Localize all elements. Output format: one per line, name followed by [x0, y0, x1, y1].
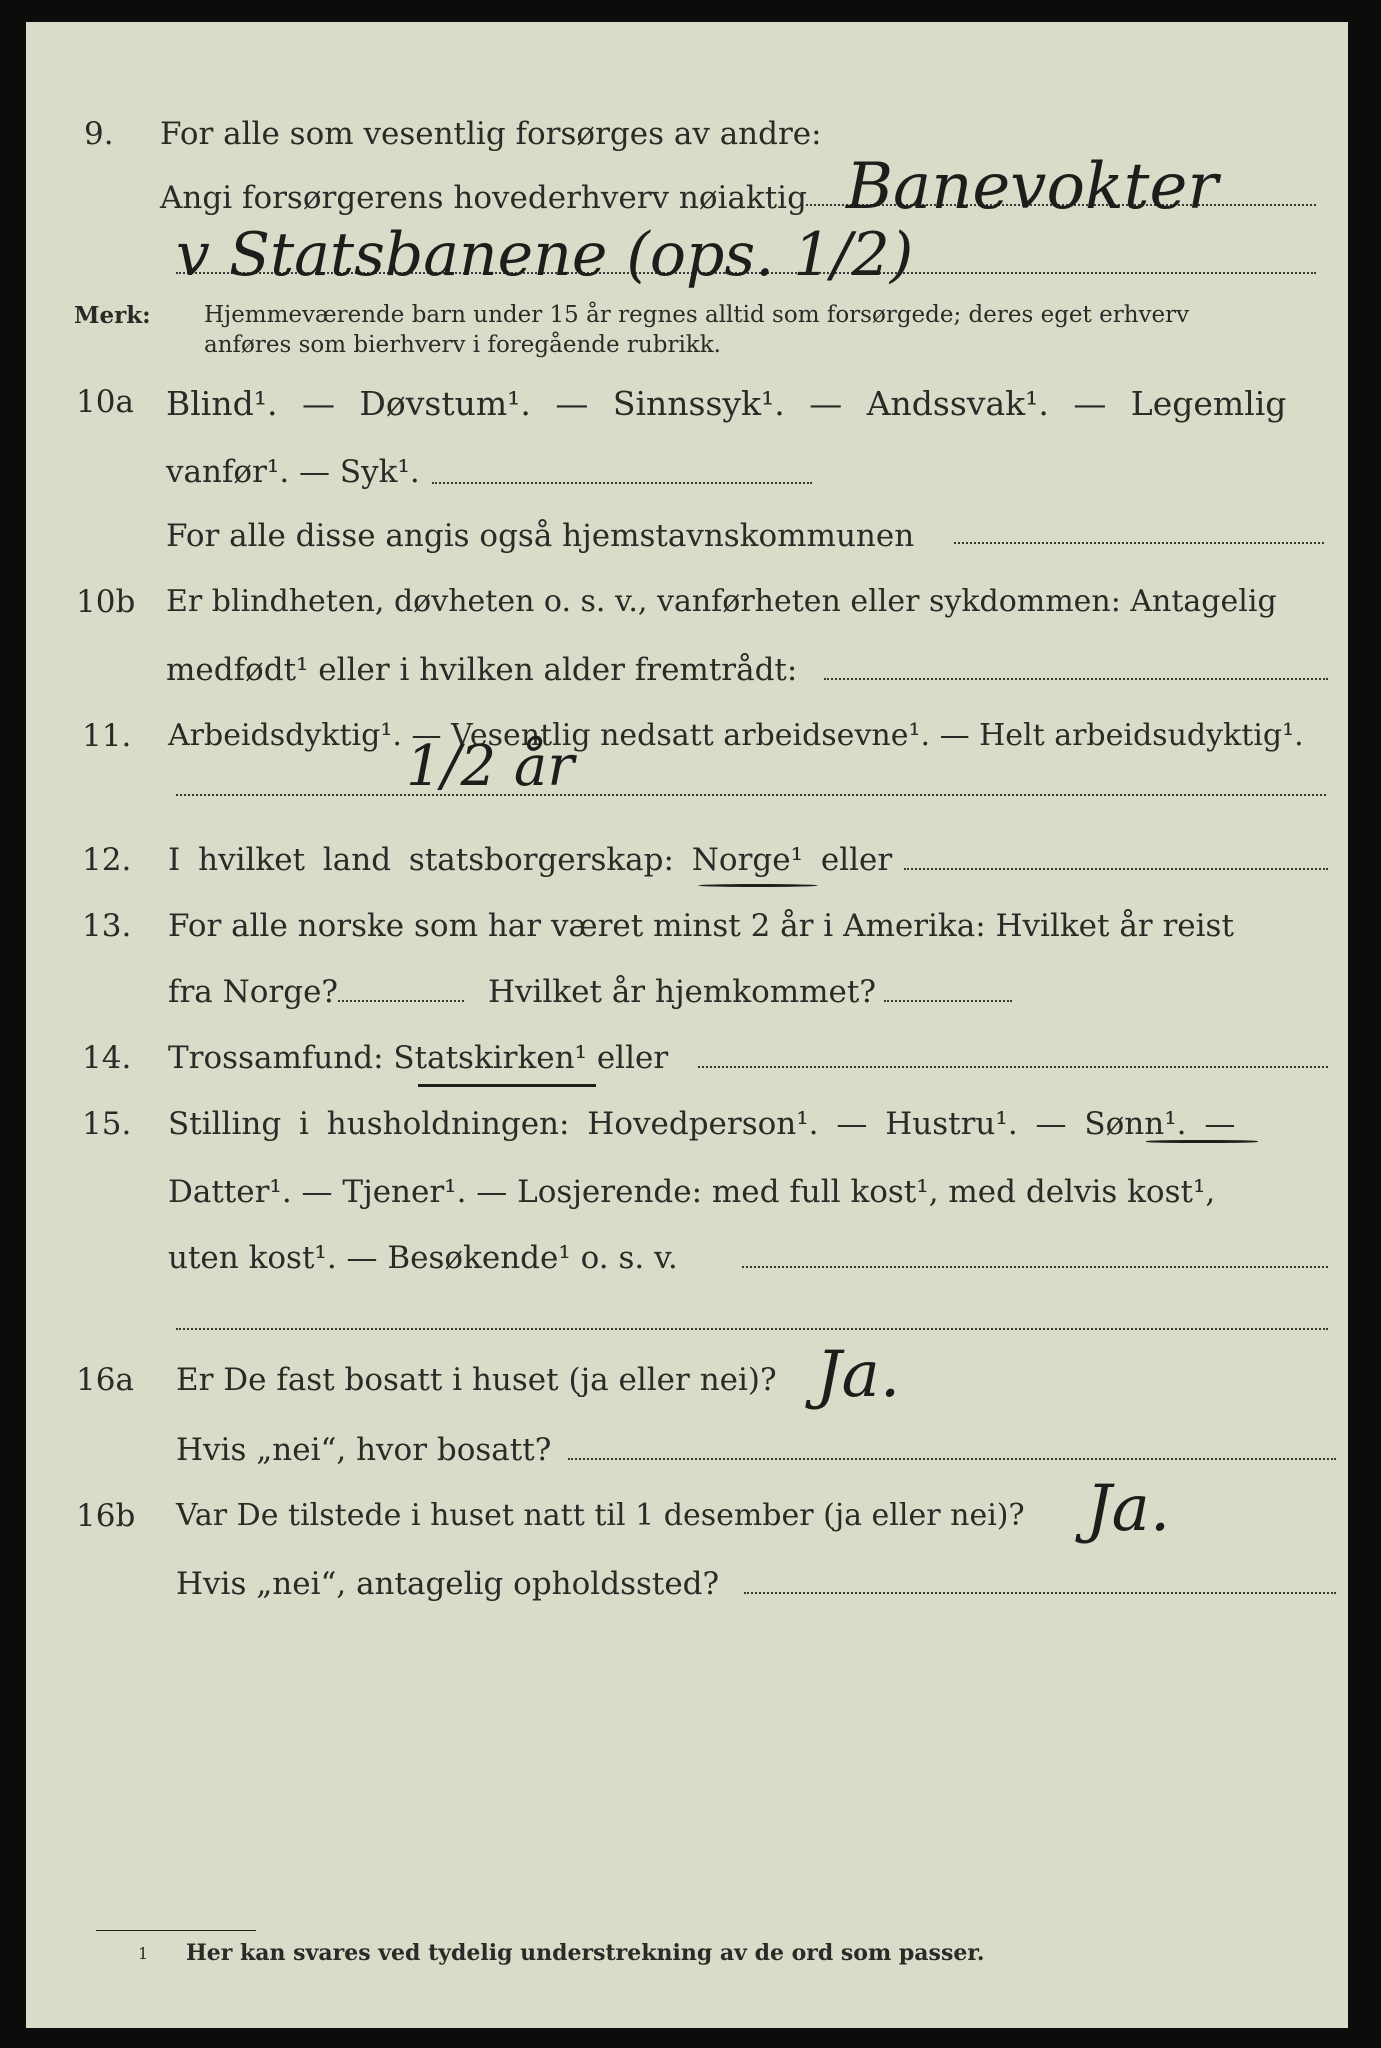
q9-answer-handwritten-b: v Statsbanene (ops. 1/2) [176, 220, 914, 290]
merk-line1: Hjemmeværende barn under 15 år regnes alltid som forsørgede; deres eget erhverv [204, 302, 1190, 328]
q13-line1: For alle norske som har været minst 2 år i Amerika: Hvilket år reist [168, 908, 1234, 944]
q15-sonn-underline [1146, 1140, 1258, 1143]
q16a-line1: Er De fast bosatt i huset (ja eller nei)? [176, 1362, 777, 1398]
census-form-page [26, 22, 1348, 2028]
q10b-line2: medfødt¹ eller i hvilken alder fremtrådt: [166, 652, 798, 688]
q15-number: 15. [82, 1106, 132, 1142]
q10a-syk-line [432, 482, 812, 484]
q11-line1: Arbeidsdyktig¹. — Vesentlig nedsatt arbeidsevne¹. — Helt arbeidsudyktig¹. [168, 718, 1304, 753]
q16a-bosatt-line [568, 1458, 1336, 1460]
q12-line1: I hvilket land statsborgerskap: Norge¹ eller [168, 842, 893, 878]
q12-number: 12. [82, 842, 132, 878]
q10b-number: 10b [76, 584, 136, 620]
q15-line3: uten kost¹. — Besøkende¹ o. s. v. [168, 1240, 678, 1276]
q10a-hjemstavn-line [954, 542, 1324, 544]
q10a-line3: For alle disse angis også hjemstavnskommunen [166, 518, 915, 554]
q13-number: 13. [82, 908, 132, 944]
q9-line1: For alle som vesentlig forsørges av andre: [160, 116, 822, 152]
q13-line2b: Hvilket år hjemkommet? [488, 974, 876, 1010]
q16b-line1: Var De tilstede i huset natt til 1 desember (ja eller nei)? [176, 1498, 1025, 1533]
q10a-line1: Blind¹. — Døvstum¹. — Sinnssyk¹. — Andssvak¹. — Legemlig [166, 384, 1287, 423]
q16b-answer-handwritten: Ja. [1086, 1472, 1171, 1546]
q11-number: 11. [82, 718, 132, 754]
q10a-number: 10a [76, 384, 134, 420]
q10b-line1: Er blindheten, døvheten o. s. v., vanførheten eller sykdommen: Antagelig [166, 584, 1277, 619]
q16a-number: 16a [76, 1362, 134, 1398]
q10b-answer-line [824, 678, 1328, 680]
q16a-line2: Hvis „nei“, hvor bosatt? [176, 1432, 552, 1468]
footnote-rule [96, 1930, 256, 1931]
q16b-line2: Hvis „nei“, antagelig opholdssted? [176, 1566, 720, 1602]
q9-line2: Angi forsørgerens hovederhverv nøiaktig [160, 180, 807, 216]
q13-line2a: fra Norge? [168, 974, 339, 1010]
q15-answer-line [742, 1266, 1328, 1268]
q15-line2: Datter¹. — Tjener¹. — Losjerende: med full kost¹, med delvis kost¹, [168, 1174, 1216, 1210]
q13-hjemkommet-line [884, 1000, 1012, 1002]
q14-statskirken-underline [418, 1084, 596, 1087]
q14-line1: Trossamfund: Statskirken¹ eller [168, 1040, 669, 1076]
q9-number: 9. [84, 116, 114, 152]
q12-answer-line [904, 868, 1328, 870]
q14-answer-line [698, 1066, 1328, 1068]
q12-norge-underline [698, 884, 818, 887]
q9-answer-handwritten-a: Banevokter [846, 150, 1218, 224]
q15-line1: Stilling i husholdningen: Hovedperson¹. — Hustru¹. — Sønn¹. — [168, 1106, 1236, 1142]
merk-label: Merk: [74, 302, 151, 329]
q16b-number: 16b [76, 1498, 136, 1534]
q11-answer-line [176, 794, 1326, 796]
merk-line2: anføres som bierhverv i foregående rubrikk. [204, 332, 721, 358]
q14-number: 14. [82, 1040, 132, 1076]
q10a-line2: vanfør¹. — Syk¹. [166, 454, 420, 490]
footnote-mark: 1 [138, 1944, 149, 1963]
q15-answer-line-2 [176, 1328, 1328, 1330]
q13-reist-line [338, 1000, 464, 1002]
q16b-opholdssted-line [744, 1592, 1336, 1594]
q11-answer-handwritten: 1/2 år [406, 734, 575, 799]
footnote-text: Her kan svares ved tydelig understrekning av de ord som passer. [186, 1940, 985, 1966]
q16a-answer-handwritten: Ja. [816, 1338, 901, 1412]
